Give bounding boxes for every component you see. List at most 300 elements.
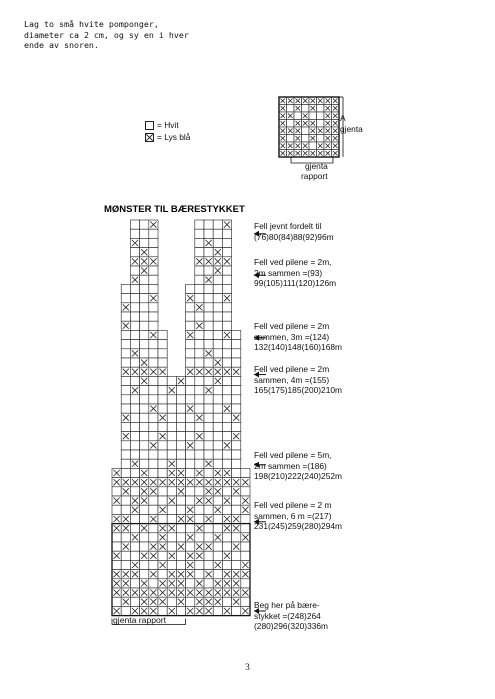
annotation-line: sammen, 3m =(124) <box>254 331 330 342</box>
grid-cell <box>167 505 176 514</box>
grid-cell <box>130 321 139 330</box>
grid-cell <box>204 432 213 441</box>
annotation-line: Fell ved pilene = 5m, <box>254 450 332 460</box>
grid-cell <box>222 597 231 606</box>
grid-cell <box>158 551 167 560</box>
grid-cell <box>241 487 250 496</box>
grid-cell <box>140 422 149 431</box>
grid-cell <box>176 404 185 413</box>
grid-cell <box>294 112 302 120</box>
grid-cell <box>241 468 250 477</box>
grid-cell <box>130 395 139 404</box>
grid-cell <box>232 505 241 514</box>
cross-square-icon <box>145 133 154 142</box>
grid-cell <box>186 349 195 358</box>
grid-cell <box>149 579 158 588</box>
annotation-7 <box>254 600 328 632</box>
grid-cell <box>112 560 121 569</box>
grid-cell <box>176 422 185 431</box>
instruction-line-3: ende av snoren. <box>24 40 99 50</box>
grid-cell <box>213 422 222 431</box>
grid-cell <box>195 533 204 542</box>
grid-cell <box>149 432 158 441</box>
grid-cell <box>167 395 176 404</box>
grid-cell <box>213 514 222 523</box>
grid-cell <box>140 459 149 468</box>
grid-cell <box>232 395 241 404</box>
grid-cell <box>195 386 204 395</box>
annotation-line: Fell ved pilene = 2m <box>254 321 330 331</box>
grid-cell <box>222 459 231 468</box>
grid-cell <box>140 514 149 523</box>
instruction-line-2: diameter ca 2 cm, og sy en i hver <box>24 29 189 40</box>
main-chart-bottom-label: gjenta rapport <box>113 615 167 625</box>
grid-cell <box>121 312 130 321</box>
grid-cell <box>195 312 204 321</box>
grid-cell <box>241 524 250 533</box>
grid-cell <box>213 496 222 505</box>
grid-cell <box>158 487 167 496</box>
grid-cell <box>222 376 231 385</box>
grid-cell <box>121 404 130 413</box>
grid-cell <box>121 294 130 303</box>
grid-cell <box>149 312 158 321</box>
annotation-line: stykket =(248)264 <box>254 610 321 621</box>
grid-cell <box>140 340 149 349</box>
grid-cell <box>186 459 195 468</box>
grid-cell <box>213 312 222 321</box>
grid-cell <box>222 238 231 247</box>
grid-cell <box>232 441 241 450</box>
grid-cell <box>195 220 204 229</box>
grid-cell <box>140 275 149 284</box>
grid-cell <box>121 450 130 459</box>
grid-cell <box>167 560 176 569</box>
grid-cell <box>140 229 149 238</box>
grid-cell <box>317 105 325 113</box>
grid-cell <box>121 468 130 477</box>
grid-cell <box>204 524 213 533</box>
grid-cell <box>213 395 222 404</box>
grid-cell <box>195 284 204 293</box>
grid-cell <box>204 413 213 422</box>
annotation-line: 132(140)148(160)168m <box>254 342 342 352</box>
grid-cell <box>222 533 231 542</box>
grid-cell <box>130 330 139 339</box>
grid-cell <box>232 358 241 367</box>
grid-cell <box>195 294 204 303</box>
grid-cell <box>140 238 149 247</box>
grid-cell <box>140 441 149 450</box>
grid-cell <box>130 524 139 533</box>
grid-cell <box>130 551 139 560</box>
grid-cell <box>149 275 158 284</box>
grid-cell <box>149 533 158 542</box>
annotation-line: 165(175)185(200)210m <box>254 385 342 395</box>
grid-cell <box>121 496 130 505</box>
small-grid-cells <box>279 97 343 163</box>
small-chart-label-repeat: gjenta <box>340 124 363 134</box>
grid-cell <box>158 376 167 385</box>
grid-cell <box>112 505 121 514</box>
grid-cell <box>167 487 176 496</box>
grid-cell <box>167 542 176 551</box>
grid-cell <box>176 459 185 468</box>
small-chart-label-a: A <box>340 113 346 123</box>
grid-cell <box>176 533 185 542</box>
grid-cell <box>176 505 185 514</box>
grid-cell <box>222 321 231 330</box>
grid-cell <box>140 321 149 330</box>
grid-cell <box>140 386 149 395</box>
grid-cell <box>130 542 139 551</box>
grid-cell <box>121 376 130 385</box>
annotation-line: Beg her på bære- <box>254 600 320 610</box>
grid-cell <box>121 395 130 404</box>
annotation-line: 198(210)222(240)252m <box>254 471 342 481</box>
grid-cell <box>112 487 121 496</box>
grid-cell <box>149 238 158 247</box>
grid-cell <box>186 496 195 505</box>
annotation-5 <box>254 450 342 482</box>
grid-cell <box>149 524 158 533</box>
grid-cell <box>149 349 158 358</box>
grid-cell <box>195 330 204 339</box>
grid-cell <box>309 142 317 150</box>
grid-cell <box>186 524 195 533</box>
grid-cell <box>167 514 176 523</box>
grid-cell <box>130 248 139 257</box>
grid-cell <box>149 505 158 514</box>
annotation-4 <box>254 364 342 396</box>
grid-cell <box>149 413 158 422</box>
grid-cell <box>204 395 213 404</box>
grid-cell <box>222 542 231 551</box>
grid-cell <box>213 238 222 247</box>
grid-cell <box>121 505 130 514</box>
grid-cell <box>222 303 231 312</box>
grid-cell <box>149 459 158 468</box>
grid-cell <box>309 112 317 120</box>
grid-cell <box>130 312 139 321</box>
grid-cell <box>213 275 222 284</box>
grid-cell <box>130 487 139 496</box>
grid-cell <box>121 459 130 468</box>
grid-cell <box>186 376 195 385</box>
annotation-line: 99(105)111(120)126m <box>254 278 337 288</box>
grid-cell <box>222 386 231 395</box>
grid-cell <box>158 450 167 459</box>
grid-cell <box>176 551 185 560</box>
grid-cell <box>176 386 185 395</box>
grid-cell <box>213 606 222 615</box>
grid-cell <box>130 220 139 229</box>
annotation-line: (76)80(84)88(92)96m <box>254 231 334 242</box>
grid-cell <box>287 105 295 113</box>
grid-cell <box>130 404 139 413</box>
grid-cell <box>149 560 158 569</box>
annotation-line: Fell ved pilene = 2m, <box>254 257 332 267</box>
grid-cell <box>213 349 222 358</box>
grid-cell <box>204 294 213 303</box>
grid-cell <box>186 432 195 441</box>
grid-cell <box>204 266 213 275</box>
grid-cell <box>186 340 195 349</box>
page-number: 3 <box>245 662 250 672</box>
grid-cell <box>121 386 130 395</box>
grid-cell <box>140 404 149 413</box>
grid-cell <box>186 422 195 431</box>
grid-cell <box>112 542 121 551</box>
annotation-line: sammen, 6 m =(217) <box>254 510 332 521</box>
grid-cell <box>149 284 158 293</box>
grid-cell <box>158 459 167 468</box>
annotation-2 <box>254 257 336 289</box>
chart-legend <box>145 119 190 143</box>
grid-cell <box>213 284 222 293</box>
grid-cell <box>213 404 222 413</box>
grid-cell <box>158 422 167 431</box>
grid-cell <box>204 505 213 514</box>
grid-cell <box>176 450 185 459</box>
grid-cell <box>167 533 176 542</box>
grid-cell <box>232 404 241 413</box>
grid-cell <box>241 579 250 588</box>
grid-cell <box>222 413 231 422</box>
grid-cell <box>195 459 204 468</box>
grid-cell <box>204 560 213 569</box>
grid-cell <box>140 330 149 339</box>
grid-cell <box>176 432 185 441</box>
grid-cell <box>222 487 231 496</box>
grid-cell <box>121 330 130 339</box>
grid-cell <box>222 358 231 367</box>
grid-cell <box>121 560 130 569</box>
grid-cell <box>158 330 167 339</box>
grid-cell <box>140 570 149 579</box>
grid-cell <box>241 597 250 606</box>
grid-cell <box>213 340 222 349</box>
grid-cell <box>195 570 204 579</box>
grid-cell <box>149 229 158 238</box>
grid-cell <box>317 112 325 120</box>
grid-cell <box>149 358 158 367</box>
grid-cell <box>130 284 139 293</box>
legend-white <box>145 119 190 131</box>
grid-cell <box>140 220 149 229</box>
small-chart-bottom-label-1: gjenta <box>305 161 328 171</box>
legend-white-label: = Hvit <box>157 120 179 130</box>
grid-cell <box>149 386 158 395</box>
grid-cell <box>232 340 241 349</box>
grid-cell <box>158 496 167 505</box>
grid-cell <box>287 120 295 128</box>
grid-cell <box>204 330 213 339</box>
annotation-line: Fell ved pilene = 2 m <box>254 500 332 510</box>
grid-cell <box>195 275 204 284</box>
grid-cell <box>232 533 241 542</box>
grid-cell <box>130 376 139 385</box>
grid-cell <box>158 358 167 367</box>
grid-cell <box>232 450 241 459</box>
grid-cell <box>121 441 130 450</box>
grid-cell <box>302 105 310 113</box>
grid-cell <box>121 358 130 367</box>
grid-cell <box>213 321 222 330</box>
grid-cell <box>149 450 158 459</box>
grid-cell <box>195 266 204 275</box>
main-grid-cells <box>112 220 250 625</box>
grid-cell <box>204 340 213 349</box>
grid-cell <box>130 597 139 606</box>
grid-cell <box>204 404 213 413</box>
grid-cell <box>176 395 185 404</box>
grid-cell <box>167 413 176 422</box>
grid-cell <box>195 340 204 349</box>
grid-cell <box>195 441 204 450</box>
grid-cell <box>213 570 222 579</box>
grid-cell <box>140 395 149 404</box>
grid-cell <box>232 422 241 431</box>
grid-cell <box>204 468 213 477</box>
grid-cell <box>158 514 167 523</box>
grid-cell <box>186 487 195 496</box>
grid-cell <box>241 542 250 551</box>
grid-cell <box>195 404 204 413</box>
grid-cell <box>149 303 158 312</box>
grid-cell <box>287 135 295 143</box>
grid-cell <box>158 349 167 358</box>
grid-cell <box>232 330 241 339</box>
grid-cell <box>149 321 158 330</box>
grid-cell <box>130 514 139 523</box>
grid-cell <box>232 468 241 477</box>
grid-cell <box>130 340 139 349</box>
grid-cell <box>195 349 204 358</box>
grid-cell <box>140 303 149 312</box>
grid-cell <box>222 284 231 293</box>
grid-cell <box>140 432 149 441</box>
grid-cell <box>232 459 241 468</box>
grid-cell <box>167 441 176 450</box>
grid-cell <box>121 551 130 560</box>
grid-cell <box>176 524 185 533</box>
grid-cell <box>213 551 222 560</box>
grid-cell <box>232 606 241 615</box>
grid-cell <box>130 294 139 303</box>
grid-cell <box>158 340 167 349</box>
annotation-line: Fell jevnt fordelt til <box>254 221 322 231</box>
grid-cell <box>176 441 185 450</box>
grid-cell <box>112 533 121 542</box>
grid-cell <box>213 524 222 533</box>
grid-cell <box>176 606 185 615</box>
grid-cell <box>222 248 231 257</box>
grid-cell <box>158 404 167 413</box>
grid-cell <box>149 422 158 431</box>
grid-cell <box>204 358 213 367</box>
grid-cell <box>149 376 158 385</box>
grid-cell <box>140 542 149 551</box>
grid-cell <box>195 450 204 459</box>
grid-cell <box>302 127 310 135</box>
grid-cell <box>130 432 139 441</box>
grid-cell <box>167 432 176 441</box>
grid-cell <box>167 450 176 459</box>
grid-cell <box>140 284 149 293</box>
grid-cell <box>204 422 213 431</box>
grid-cell <box>195 238 204 247</box>
grid-cell <box>195 505 204 514</box>
grid-cell <box>158 395 167 404</box>
grid-cell <box>241 551 250 560</box>
grid-cell <box>149 468 158 477</box>
grid-cell <box>232 560 241 569</box>
grid-cell <box>222 340 231 349</box>
main-chart-title: MØNSTER TIL BÆRESTYKKET <box>104 204 245 215</box>
grid-cell <box>130 468 139 477</box>
grid-cell <box>213 330 222 339</box>
grid-cell <box>186 284 195 293</box>
grid-cell <box>195 395 204 404</box>
legend-blue <box>145 131 190 143</box>
grid-cell <box>195 560 204 569</box>
annotation-line: sammen, 4m =(155) <box>254 374 330 385</box>
grid-cell <box>232 349 241 358</box>
grid-cell <box>222 229 231 238</box>
grid-cell <box>186 395 195 404</box>
grid-cell <box>176 413 185 422</box>
grid-cell <box>222 312 231 321</box>
grid-cell <box>195 514 204 523</box>
grid-cell <box>186 542 195 551</box>
annotation-1 <box>254 221 334 242</box>
grid-cell <box>130 229 139 238</box>
grid-cell <box>195 376 204 385</box>
grid-cell <box>140 349 149 358</box>
grid-cell <box>204 551 213 560</box>
grid-cell <box>213 303 222 312</box>
grid-cell <box>232 496 241 505</box>
grid-cell <box>222 349 231 358</box>
grid-cell <box>149 248 158 257</box>
grid-cell <box>213 432 222 441</box>
grid-cell <box>140 560 149 569</box>
grid-cell <box>213 459 222 468</box>
grid-cell <box>140 413 149 422</box>
instruction-text <box>24 19 194 51</box>
annotation-line: 231(245)259(280)294m <box>254 521 342 531</box>
instruction-line-1: Lag to små hvite pomponger, <box>24 19 159 29</box>
grid-cell <box>186 597 195 606</box>
legend-blue-label: = Lys blå <box>157 132 191 142</box>
grid-cell <box>204 376 213 385</box>
grid-cell <box>140 294 149 303</box>
grid-cell <box>186 413 195 422</box>
grid-cell <box>204 321 213 330</box>
grid-cell <box>186 312 195 321</box>
grid-cell <box>204 312 213 321</box>
grid-cell <box>167 376 176 385</box>
grid-cell <box>176 496 185 505</box>
grid-cell <box>222 505 231 514</box>
grid-cell <box>222 266 231 275</box>
grid-cell <box>121 533 130 542</box>
grid-cell <box>140 312 149 321</box>
grid-cell <box>213 220 222 229</box>
grid-cell <box>167 422 176 431</box>
annotation-line: Fell ved pilene = 2m <box>254 364 330 374</box>
